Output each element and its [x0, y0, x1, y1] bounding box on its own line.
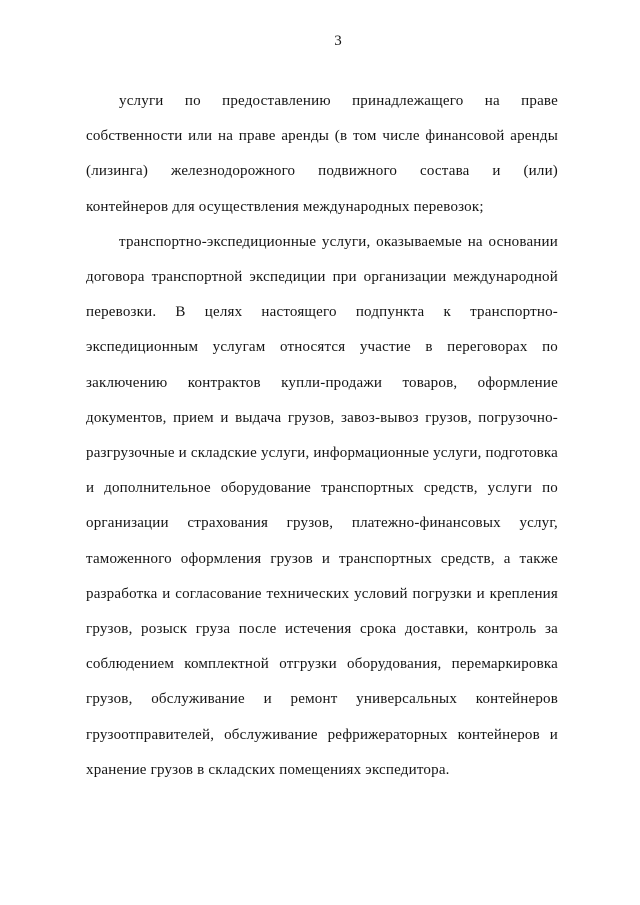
text-line-p2-15: грузоотправителей, обслуживание рефрижераторных контейнеров и: [86, 726, 558, 743]
text-line-p2-2: договора транспортной экспедиции при организации международной: [86, 269, 558, 286]
text-line-p2-16: хранение грузов в складских помещениях экспедитора.: [86, 761, 450, 778]
text-line-p2-1: транспортно-экспедиционные услуги, оказываемые на основании: [119, 233, 558, 250]
text-line-p2-14: грузов, обслуживание и ремонт универсальных контейнеров: [86, 691, 558, 708]
text-line-p2-8: и дополнительное оборудование транспортных средств, услуги по: [86, 480, 558, 497]
text-line-p1-2: собственности или на праве аренды (в том числе финансовой аренды: [86, 128, 558, 145]
text-line-p1-3: (лизинга) железнодорожного подвижного состава и (или): [86, 163, 558, 180]
text-line-p2-5: заключению контрактов купли-продажи товаров, оформление: [86, 374, 558, 391]
text-line-p1-4: контейнеров для осуществления международных перевозок;: [86, 198, 484, 215]
document-body: [86, 84, 558, 788]
page-number: 3: [334, 33, 342, 49]
text-line-p2-10: таможенного оформления грузов и транспортных средств, а также: [86, 550, 558, 567]
text-line-p1-1: услуги по предоставлению принадлежащего на праве: [119, 93, 558, 109]
text-line-p2-13: соблюдением комплектной отгрузки оборудования, перемаркировка: [86, 656, 558, 673]
text-line-p2-9: организации страхования грузов, платежно-финансовых услуг,: [86, 515, 558, 532]
text-line-p2-6: документов, прием и выдача грузов, завоз-вывоз грузов, погрузочно-: [86, 409, 558, 426]
text-line-p2-11: разработка и согласование технических условий погрузки и крепления: [86, 585, 558, 602]
text-line-p2-7: разгрузочные и складские услуги, информационные услуги, подготовка: [86, 445, 558, 462]
text-line-p2-4: экспедиционным услугам относятся участие в переговорах по: [86, 339, 558, 356]
text-line-p2-3: перевозки. В целях настоящего подпункта к транспортно-: [86, 304, 558, 321]
text-line-p2-12: грузов, розыск груза после истечения срока доставки, контроль за: [86, 621, 558, 638]
